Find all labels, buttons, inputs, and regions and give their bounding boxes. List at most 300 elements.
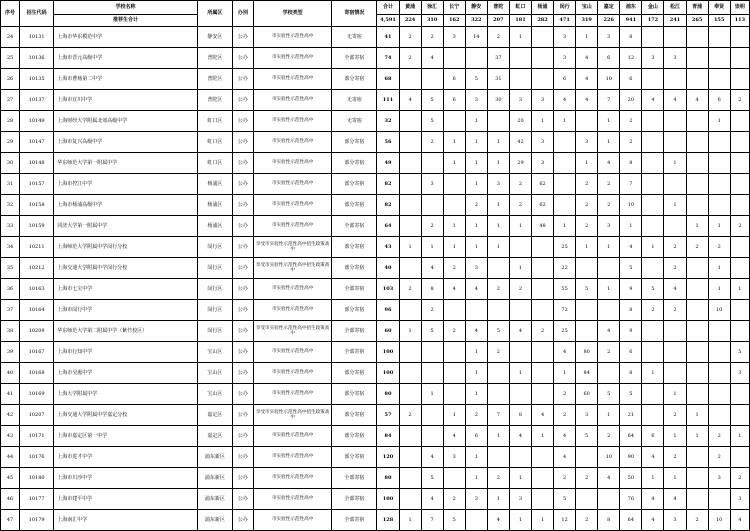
row-district-count: 4 (642, 510, 664, 531)
row-seq: 47 (1, 510, 20, 531)
row-district: 浦东新区 (197, 468, 232, 489)
row-district-count: 5 (576, 426, 598, 447)
row-district-count: 2 (642, 300, 664, 321)
row-district-count: 6 (620, 69, 642, 90)
row-district-count: 8 (421, 279, 443, 300)
row-school-name: 上海南汇中学 (54, 510, 198, 531)
row-code: 10164 (20, 300, 54, 321)
row-district-count: 8 (620, 300, 642, 321)
row-district-count (730, 321, 749, 342)
row-district-count (708, 321, 730, 342)
row-total: 103 (377, 279, 399, 300)
row-total: 82 (377, 195, 399, 216)
row-code: 10136 (20, 48, 54, 69)
row-district-count (399, 132, 421, 153)
row-district-count: 1 (664, 468, 686, 489)
table-row (1, 111, 750, 132)
row-total: 32 (377, 111, 399, 132)
row-school-type: 享受市实验性示范性高中招生政策高中 (253, 321, 331, 342)
row-code: 10209 (20, 321, 54, 342)
row-district-count: 2 (576, 174, 598, 195)
row-district-count: 2 (598, 342, 620, 363)
row-district-count: 2 (421, 132, 443, 153)
row-district-count (642, 111, 664, 132)
header-district-total: 113 (730, 15, 749, 27)
row-run-by: 公办 (232, 174, 253, 195)
header-district-total: 172 (642, 15, 664, 27)
row-run-by: 公办 (232, 258, 253, 279)
header-district-name: 杨浦 (532, 1, 554, 15)
row-district-count: 3 (730, 363, 749, 384)
row-run-by: 公办 (232, 153, 253, 174)
row-district-count: 1 (487, 426, 509, 447)
header-district-total: 310 (421, 15, 443, 27)
row-district-count: 3 (465, 258, 487, 279)
row-run-by: 公办 (232, 48, 253, 69)
row-district-count (443, 300, 465, 321)
row-district-count: 1 (730, 279, 749, 300)
row-district-count: 3 (708, 468, 730, 489)
row-district-count: 3 (554, 27, 576, 48)
row-district-count: 3 (487, 174, 509, 195)
row-district-count: 1 (708, 279, 730, 300)
row-district: 浦东新区 (197, 510, 232, 531)
row-district-count: 4 (598, 153, 620, 174)
row-district-count (532, 342, 554, 363)
row-district-count (421, 153, 443, 174)
row-district-count (487, 258, 509, 279)
row-total: 111 (377, 90, 399, 111)
row-school-type: 市实验性示范性高中 (253, 426, 331, 447)
row-district-count: 2 (620, 132, 642, 153)
row-district-count: 1 (465, 384, 487, 405)
row-school-type: 享受市实验性示范性高中招生政策高中 (253, 237, 331, 258)
header-district-name: 金山 (642, 1, 664, 15)
row-seq: 29 (1, 132, 20, 153)
row-seq: 38 (1, 321, 20, 342)
row-district-count: 90 (620, 447, 642, 468)
row-district-count: 12 (620, 48, 642, 69)
row-school-type: 市实验性示范性高中 (253, 90, 331, 111)
row-district-count: 20 (509, 111, 531, 132)
row-total: 43 (377, 237, 399, 258)
row-district-count: 6 (554, 69, 576, 90)
row-code: 10212 (20, 258, 54, 279)
row-district-count (730, 447, 749, 468)
row-district: 杨浦区 (197, 216, 232, 237)
row-district-count: 8 (620, 27, 642, 48)
row-district-count: 1 (443, 237, 465, 258)
row-district-count (399, 342, 421, 363)
row-school-type: 市实验性示范性高中 (253, 111, 331, 132)
row-district-count: 2 (730, 468, 749, 489)
row-code: 10159 (20, 216, 54, 237)
row-district-count: 2 (576, 468, 598, 489)
row-total: 74 (377, 48, 399, 69)
row-district-count: 1 (465, 447, 487, 468)
row-district-count: 2 (730, 216, 749, 237)
row-district-count: 2 (730, 90, 749, 111)
row-boarding: 部分寄宿 (332, 153, 377, 174)
row-district-count: 1 (509, 510, 531, 531)
row-district-count: 1 (532, 426, 554, 447)
row-district-count: 1 (421, 384, 443, 405)
row-district-count: 4 (509, 321, 531, 342)
row-district-count: 1 (686, 216, 708, 237)
row-district-count: 2 (664, 237, 686, 258)
row-district-count (686, 132, 708, 153)
row-run-by: 公办 (232, 216, 253, 237)
row-district: 浦东新区 (197, 489, 232, 510)
row-district-count (509, 447, 531, 468)
row-district: 普陀区 (197, 48, 232, 69)
row-district-count (399, 363, 421, 384)
row-code: 10131 (20, 27, 54, 48)
row-district-count: 4 (664, 279, 686, 300)
row-run-by: 公办 (232, 90, 253, 111)
table-row (1, 279, 750, 300)
row-district-count: 76 (620, 489, 642, 510)
row-district-count: 1 (532, 510, 554, 531)
row-district-count (576, 111, 598, 132)
row-district-count: 5 (421, 468, 443, 489)
row-district-count: 2 (664, 405, 686, 426)
row-district-count (399, 468, 421, 489)
row-district-count (664, 216, 686, 237)
row-district-count (399, 69, 421, 90)
row-district-count: 4 (421, 489, 443, 510)
row-district-count (554, 153, 576, 174)
row-district-count (730, 195, 749, 216)
row-district-count: 2 (576, 195, 598, 216)
row-school-type: 市实验性示范性高中 (253, 510, 331, 531)
row-district-count: 64 (620, 426, 642, 447)
row-boarding: 全部寄宿 (332, 468, 377, 489)
row-district-count (708, 489, 730, 510)
row-boarding: 无寄宿 (332, 90, 377, 111)
row-district-count: 5 (487, 321, 509, 342)
header-district-total: 224 (399, 15, 421, 27)
row-total: 100 (377, 342, 399, 363)
row-boarding: 全部寄宿 (332, 279, 377, 300)
row-district-count: 5 (620, 258, 642, 279)
row-district-count: 3 (443, 27, 465, 48)
row-district-count (399, 153, 421, 174)
row-code: 10167 (20, 342, 54, 363)
row-district-count: 72 (554, 300, 576, 321)
row-seq: 37 (1, 300, 20, 321)
table-row (1, 90, 750, 111)
row-district-count (509, 237, 531, 258)
row-district-count: 4 (487, 510, 509, 531)
table-row (1, 237, 750, 258)
row-district-count (642, 216, 664, 237)
row-code: 10135 (20, 69, 54, 90)
row-seq: 39 (1, 342, 20, 363)
row-seq: 32 (1, 195, 20, 216)
row-district-count: 2 (487, 27, 509, 48)
row-district-count: 1 (554, 363, 576, 384)
row-school-type: 市实验性示范性高中 (253, 468, 331, 489)
row-boarding: 部分寄宿 (332, 195, 377, 216)
row-district-count (465, 300, 487, 321)
row-district-count (642, 384, 664, 405)
row-district-count: 1 (664, 384, 686, 405)
header-district-name: 虹口 (509, 1, 531, 15)
row-district-count (509, 384, 531, 405)
row-district-count: 8 (509, 405, 531, 426)
row-district-count: 4 (554, 426, 576, 447)
row-seq: 31 (1, 174, 20, 195)
row-school-type: 市实验性示范性高中 (253, 489, 331, 510)
row-district-count: 2 (708, 447, 730, 468)
row-total: 80 (377, 384, 399, 405)
row-school-name: 上海市嘉定区第一中学 (54, 426, 198, 447)
row-code: 10171 (20, 426, 54, 447)
row-district-count: 2 (399, 405, 421, 426)
row-district-count (686, 258, 708, 279)
row-district-count (730, 111, 749, 132)
row-district-count: 31 (487, 69, 509, 90)
row-district-count: 1 (465, 174, 487, 195)
row-district-count: 1 (399, 237, 421, 258)
row-district-count: 1 (664, 153, 686, 174)
header-district-name: 宝山 (576, 1, 598, 15)
table-row (1, 510, 750, 531)
row-code: 10149 (20, 111, 54, 132)
row-code: 10147 (20, 132, 54, 153)
row-district-count: 1 (509, 216, 531, 237)
row-district-count (642, 405, 664, 426)
row-seq: 42 (1, 405, 20, 426)
row-district-count: 1 (642, 237, 664, 258)
row-district-count: 4 (642, 447, 664, 468)
row-school-name: 华东师范大学第一附属中学 (54, 153, 198, 174)
row-run-by: 公办 (232, 27, 253, 48)
row-district-count: 3 (664, 48, 686, 69)
row-district-count: 3 (509, 489, 531, 510)
row-district: 闵行区 (197, 279, 232, 300)
row-district-count: 25 (554, 237, 576, 258)
row-district-count: 5 (421, 321, 443, 342)
row-district-count: 4 (576, 90, 598, 111)
row-school-type: 市实验性示范性高中 (253, 300, 331, 321)
row-run-by: 公办 (232, 447, 253, 468)
row-school-name: 上海市杨浦高级中学 (54, 195, 198, 216)
row-boarding: 部分寄宿 (332, 174, 377, 195)
row-district-count (642, 174, 664, 195)
row-school-type: 市实验性示范性高中 (253, 363, 331, 384)
row-district-count: 4 (399, 90, 421, 111)
header-district-name: 黄浦 (399, 1, 421, 15)
row-run-by: 公办 (232, 300, 253, 321)
row-district-count (598, 300, 620, 321)
row-total: 57 (377, 405, 399, 426)
row-district-count: 21 (620, 405, 642, 426)
row-district-count: 3 (664, 510, 686, 531)
row-district-count (686, 468, 708, 489)
header-district-total: 941 (620, 15, 642, 27)
row-run-by: 公办 (232, 426, 253, 447)
row-district: 嘉定区 (197, 405, 232, 426)
row-boarding: 无寄宿 (332, 27, 377, 48)
row-district-count: 1 (487, 132, 509, 153)
table-row (1, 363, 750, 384)
row-district-count (730, 237, 749, 258)
row-district-count (708, 132, 730, 153)
row-total: 41 (377, 27, 399, 48)
row-code: 10158 (20, 195, 54, 216)
row-district-count: 2 (465, 195, 487, 216)
row-district-count: 2 (620, 111, 642, 132)
row-school-name: 上海财经大学附属北郊高级中学 (54, 111, 198, 132)
row-district-count (399, 111, 421, 132)
table-row (1, 426, 750, 447)
row-district-count (443, 195, 465, 216)
row-district-count (730, 258, 749, 279)
row-district-count: 2 (443, 258, 465, 279)
row-district-count (509, 69, 531, 90)
row-district-count: 1 (487, 216, 509, 237)
row-district-count: 7 (598, 90, 620, 111)
row-district-count: 2 (598, 426, 620, 447)
row-district-count (443, 342, 465, 363)
row-district-count: 10 (708, 510, 730, 531)
row-district-count: 37 (487, 48, 509, 69)
row-district: 普陀区 (197, 90, 232, 111)
row-district-count: 1 (532, 111, 554, 132)
row-district-count: 25 (554, 321, 576, 342)
row-district-count: 4 (664, 489, 686, 510)
row-school-name: 上海市建平中学 (54, 489, 198, 510)
row-district-count: 1 (576, 153, 598, 174)
row-district-count (576, 300, 598, 321)
row-district-count: 4 (465, 321, 487, 342)
row-district-count (532, 48, 554, 69)
row-run-by: 公办 (232, 342, 253, 363)
header-school-name: 学校名称 (54, 1, 198, 15)
row-boarding: 全部寄宿 (332, 342, 377, 363)
row-district-count: 4 (664, 90, 686, 111)
row-seq: 43 (1, 426, 20, 447)
row-district-count: 1 (509, 258, 531, 279)
row-district-count: 4 (443, 426, 465, 447)
row-school-type: 享受市实验性示范性高中招生政策高中 (253, 405, 331, 426)
row-district-count (576, 258, 598, 279)
row-district-count: 5 (730, 342, 749, 363)
row-district-count: 2 (686, 510, 708, 531)
row-district-count (686, 27, 708, 48)
row-district-count: 1 (598, 279, 620, 300)
row-district-count (509, 342, 531, 363)
table-row (1, 384, 750, 405)
header-district-name: 松江 (664, 1, 686, 15)
row-district-count: 1 (465, 216, 487, 237)
row-district-count (642, 195, 664, 216)
row-district-count: 2 (554, 384, 576, 405)
row-district-count: 2 (686, 237, 708, 258)
row-district-count (730, 69, 749, 90)
row-school-type: 市实验性示范性高中 (253, 279, 331, 300)
row-seq: 27 (1, 90, 20, 111)
row-district-count: 4 (554, 447, 576, 468)
row-boarding: 部分寄宿 (332, 405, 377, 426)
row-district-count: 2 (421, 216, 443, 237)
row-district-count: 1 (465, 342, 487, 363)
row-district-count (598, 258, 620, 279)
row-district-count: 3 (532, 132, 554, 153)
row-district-count (576, 489, 598, 510)
row-boarding: 部分寄宿 (332, 258, 377, 279)
table-row (1, 489, 750, 510)
row-run-by: 公办 (232, 132, 253, 153)
row-district-count (598, 489, 620, 510)
header-district-name: 闵行 (554, 1, 576, 15)
row-district-count: 9 (620, 279, 642, 300)
row-district-count: 2 (399, 27, 421, 48)
row-total: 84 (377, 426, 399, 447)
table-row (1, 216, 750, 237)
row-district-count: 1 (465, 468, 487, 489)
row-run-by: 公办 (232, 363, 253, 384)
row-district-count: 1 (598, 405, 620, 426)
row-code: 10148 (20, 153, 54, 174)
row-district-count: 1 (686, 426, 708, 447)
row-district-count: 1 (443, 405, 465, 426)
row-district-count: 2 (532, 321, 554, 342)
row-district-count: 8 (620, 363, 642, 384)
row-school-type: 市实验性示范性高中 (253, 174, 331, 195)
row-district-count: 1 (664, 195, 686, 216)
row-school-name: 上海交通大学附属中学嘉定分校 (54, 405, 198, 426)
table-row (1, 174, 750, 195)
row-district-count: 3 (598, 27, 620, 48)
row-district-count: 2 (708, 237, 730, 258)
row-boarding: 全部寄宿 (332, 510, 377, 531)
row-district-count (598, 363, 620, 384)
row-district-count (664, 69, 686, 90)
table-row (1, 69, 750, 90)
row-district: 虹口区 (197, 111, 232, 132)
row-district-count: 5 (443, 510, 465, 531)
row-district-count: 48 (532, 216, 554, 237)
header-district-name: 普陀 (487, 1, 509, 15)
row-district: 闵行区 (197, 321, 232, 342)
row-total: 64 (377, 216, 399, 237)
row-district-count: 4 (730, 510, 749, 531)
row-district-count (532, 447, 554, 468)
row-district-count: 1 (487, 489, 509, 510)
row-seq: 44 (1, 447, 20, 468)
row-district-count (399, 489, 421, 510)
row-total: 60 (377, 321, 399, 342)
row-district-count: 4 (421, 447, 443, 468)
row-district-count: 3 (421, 174, 443, 195)
row-district-count (554, 195, 576, 216)
header-district-total: 181 (509, 15, 531, 27)
row-district-count: 1 (576, 27, 598, 48)
row-district-count: 2 (443, 321, 465, 342)
row-district-count: 4 (421, 258, 443, 279)
row-district-count (443, 384, 465, 405)
row-district: 浦东新区 (197, 447, 232, 468)
row-district-count: 2 (509, 279, 531, 300)
row-school-name: 华东师范大学第二附属中学（紫竹校区） (54, 321, 198, 342)
row-district-count: 4 (554, 342, 576, 363)
row-district-count: 6 (443, 90, 465, 111)
header-district-total: 155 (708, 15, 730, 27)
table-header (1, 1, 750, 27)
